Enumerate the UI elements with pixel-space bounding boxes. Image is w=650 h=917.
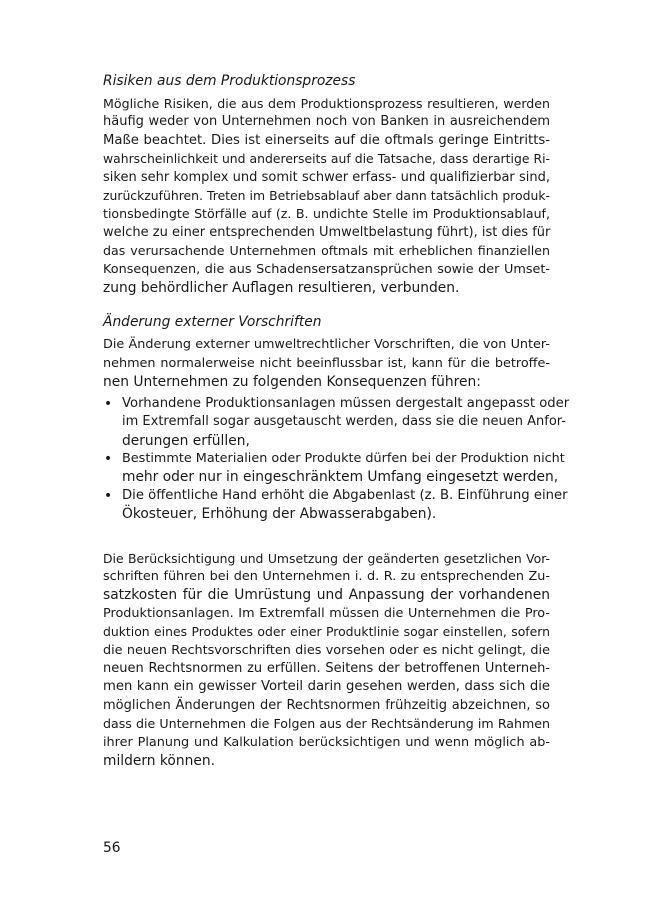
paragraph-external-regulations bbox=[103, 336, 550, 391]
text-line: duktion eines Produktes oder einer Produktlinie sogar einstellen, sofern bbox=[103, 624, 550, 640]
consequence-list bbox=[103, 395, 570, 524]
text-line: dass die Unternehmen die Folgen aus der Rechtsänderung im Rahmen bbox=[103, 716, 550, 732]
list-item bbox=[103, 450, 565, 487]
text-line: derungen erfüllen, bbox=[122, 432, 250, 449]
text-line: mildern können. bbox=[103, 753, 215, 769]
text-line: neuen Rechtsnormen zu erfüllen. Seitens der betroffenen Unterneh- bbox=[103, 660, 550, 676]
text-line: siken sehr komplex und somit schwer erfass- und qualifizierbar sind, bbox=[103, 169, 550, 185]
bullet-icon: • bbox=[104, 450, 113, 467]
page-number: 56 bbox=[103, 840, 121, 856]
text-line: die neuen Rechtsvorschriften dies vorsehen oder es nicht gelingt, die bbox=[103, 642, 550, 658]
list-item bbox=[103, 395, 570, 450]
text-line: im Extremfall sogar ausgetauscht werden, dass sie die neuen Anfor- bbox=[122, 414, 566, 430]
paragraph-production-risks bbox=[103, 95, 550, 297]
text-line: möglichen Änderungen der Rechtsnormen frühzeitig abzeichnen, so bbox=[103, 697, 550, 713]
section-spacer bbox=[103, 297, 550, 313]
text-line: zung behördlicher Auflagen resultieren, verbunden. bbox=[103, 280, 460, 297]
text-line: men kann ein gewisser Vorteil darin gesehen werden, dass sich die bbox=[103, 679, 550, 695]
text-line: satzkosten für die Umrüstung und Anpassung der vorhandenen bbox=[103, 587, 550, 604]
text-line: häufig weder von Unternehmen noch von Banken in ausreichendem bbox=[103, 114, 550, 130]
text-line: Vorhandene Produktionsanlagen müssen dergestalt angepasst oder bbox=[122, 395, 570, 411]
paragraph-implementation-costs bbox=[103, 550, 550, 771]
section-heading-external-regulations: Änderung externer Vorschriften bbox=[103, 314, 322, 331]
text-line: Die Berücksichtigung und Umsetzung der geänderten gesetzlichen Vor- bbox=[103, 550, 550, 566]
bullet-icon: • bbox=[104, 395, 113, 412]
section-spacer bbox=[103, 524, 550, 550]
text-line: zurückzuführen. Treten im Betriebsablauf aber dann tatsächlich produk- bbox=[103, 188, 550, 204]
text-line: tionsbedingte Störfälle auf (z. B. undichte Stelle im Produktionsablauf, bbox=[103, 206, 550, 222]
page-content bbox=[103, 72, 570, 770]
list-item bbox=[103, 487, 568, 524]
text-line: nen Unternehmen zu folgenden Konsequenzen führen: bbox=[103, 374, 481, 391]
text-line: Bestimmte Materialien oder Produkte dürfen bei der Produktion nicht bbox=[122, 450, 565, 466]
text-line: Produktionsanlagen. Im Extremfall müssen die Unternehmen die Pro- bbox=[103, 605, 550, 621]
text-line: schriften führen bei den Unternehmen i. d. R. zu entsprechenden Zu- bbox=[103, 568, 550, 584]
text-line: wahrscheinlichkeit und andererseits auf die Tatsache, dass derartige Ri- bbox=[103, 151, 550, 167]
text-line: welche zu einer entsprechenden Umweltbelastung führt), ist dies für bbox=[103, 224, 551, 240]
text-line: nehmen normalerweise nicht beeinflussbar ist, kann für die betroffe- bbox=[103, 355, 550, 371]
text-line: ihrer Planung und Kalkulation berücksichtigen und wenn möglich ab- bbox=[103, 734, 550, 750]
section-heading-production-risks: Risiken aus dem Produktionsprozess bbox=[103, 73, 356, 89]
text-line: Ökosteuer, Erhöhung der Abwasserabgaben). bbox=[122, 506, 437, 523]
text-line: Maße beachtet. Dies ist einerseits auf die oftmals geringe Eintritts- bbox=[103, 132, 550, 148]
text-line: Konsequenzen, die aus Schadensersatzansprüchen sowie der Umset- bbox=[103, 261, 550, 277]
text-line: Die Änderung externer umweltrechtlicher Vorschriften, die von Unter- bbox=[103, 337, 550, 353]
text-line: Mögliche Risiken, die aus dem Produktionsprozess resultieren, werden bbox=[103, 96, 550, 111]
text-line: das verursachende Unternehmen oftmals mit erheblichen finanziellen bbox=[103, 243, 550, 259]
text-line: mehr oder nur in eingeschränktem Umfang eingesetzt werden, bbox=[122, 469, 559, 486]
text-line: Die öffentliche Hand erhöht die Abgabenlast (z. B. Einführung einer bbox=[122, 487, 568, 503]
bullet-icon: • bbox=[104, 487, 113, 504]
